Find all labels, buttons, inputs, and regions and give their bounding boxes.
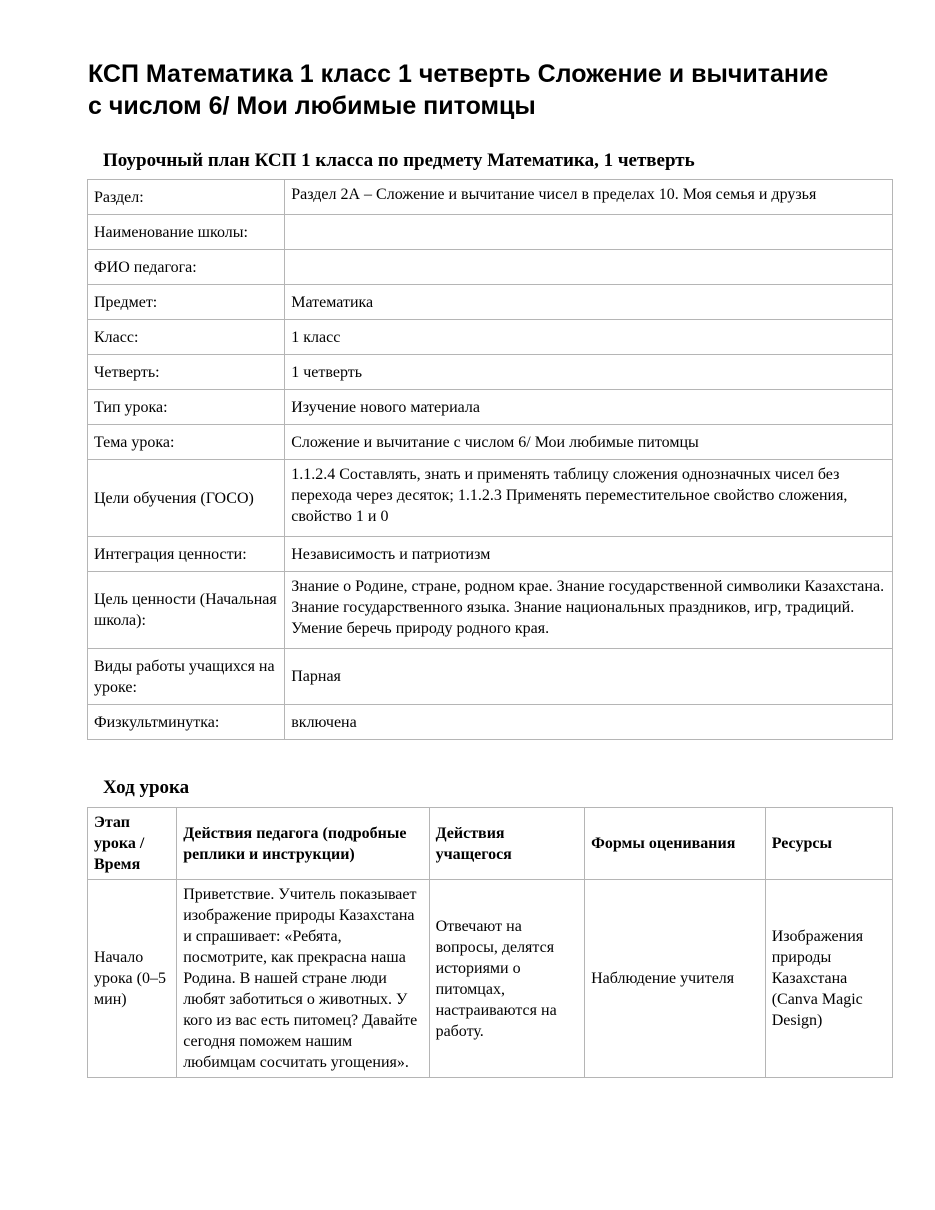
- info-value: Раздел 2А – Сложение и вычитание чисел в пределах 10. Моя семья и друзья: [285, 180, 893, 215]
- flow-teacher-actions: Приветствие. Учитель показывает изображение природы Казахстана и спрашивает: «Ребята, посмотрите, как прекрасна наша Родина. В нашей стране люди любят заботиться о животных. У кого из вас есть питомец? Давайте сегодня поможем нашим любимцам сосчитать угощения».: [177, 880, 429, 1078]
- info-row-value-goal: [88, 572, 893, 649]
- header-student-actions: Действия учащегося: [429, 808, 585, 880]
- info-row-work-types: [88, 649, 893, 705]
- info-value: Независимость и патриотизм: [285, 537, 893, 572]
- info-label: Цели обучения (ГОСО): [88, 460, 285, 537]
- info-row-quarter: [88, 355, 893, 390]
- info-label: Тип урока:: [88, 390, 285, 425]
- info-value: 1 класс: [285, 320, 893, 355]
- info-row-subject: [88, 285, 893, 320]
- info-row-grade: [88, 320, 893, 355]
- info-value: включена: [285, 705, 893, 740]
- info-label: Физкультминутка:: [88, 705, 285, 740]
- info-label: ФИО педагога:: [88, 250, 285, 285]
- info-value: Изучение нового материала: [285, 390, 893, 425]
- info-label: Интеграция ценности:: [88, 537, 285, 572]
- info-value: [285, 215, 893, 250]
- flow-header-row: [88, 808, 893, 880]
- flow-row: [88, 880, 893, 1078]
- info-row-school: [88, 215, 893, 250]
- lesson-flow-table: [87, 807, 893, 1078]
- info-value: 1.1.2.4 Составлять, знать и применять таблицу сложения однозначных чисел без перехода через десяток; 1.1.2.3 Применять переместительное свойство сложения, свойство 1 и 0: [285, 460, 893, 537]
- info-value: Математика: [285, 285, 893, 320]
- flow-assessment: Наблюдение учителя: [585, 880, 766, 1078]
- info-row-lesson-type: [88, 390, 893, 425]
- info-row-section: [88, 180, 893, 215]
- info-label: Виды работы учащихся на уроке:: [88, 649, 285, 705]
- info-value: Знание о Родине, стране, родном крае. Знание государственной символики Казахстана. Знание государственного языка. Знание национальных праздников, игр, традиций. Умение беречь природу родного края.: [285, 572, 893, 649]
- info-value: 1 четверть: [285, 355, 893, 390]
- info-row-value-integration: [88, 537, 893, 572]
- info-label: Класс:: [88, 320, 285, 355]
- header-stage: Этап урока / Время: [88, 808, 177, 880]
- info-value: Парная: [285, 649, 893, 705]
- header-teacher-actions: Действия педагога (подробные реплики и инструкции): [177, 808, 429, 880]
- flow-stage: Начало урока (0–5 мин): [88, 880, 177, 1078]
- info-row-topic: [88, 425, 893, 460]
- info-label: Наименование школы:: [88, 215, 285, 250]
- info-row-goals: [88, 460, 893, 537]
- info-label: Раздел:: [88, 180, 285, 215]
- info-row-teacher: [88, 250, 893, 285]
- header-assessment: Формы оценивания: [585, 808, 766, 880]
- header-resources: Ресурсы: [765, 808, 892, 880]
- info-label: Четверть:: [88, 355, 285, 390]
- info-value: Сложение и вычитание с числом 6/ Мои любимые питомцы: [285, 425, 893, 460]
- info-label: Предмет:: [88, 285, 285, 320]
- info-row-physical-break: [88, 705, 893, 740]
- lesson-flow-heading: Ход урока: [103, 777, 190, 798]
- lesson-info-table: [87, 179, 893, 740]
- info-value: [285, 250, 893, 285]
- flow-resources: Изображения природы Казахстана (Canva Magic Design): [765, 880, 892, 1078]
- info-label: Тема урока:: [88, 425, 285, 460]
- plan-heading: Поурочный план КСП 1 класса по предмету Математика, 1 четверть: [103, 150, 695, 171]
- flow-student-actions: Отвечают на вопросы, делятся историями о питомцах, настраиваются на работу.: [429, 880, 585, 1078]
- info-label: Цель ценности (Начальная школа):: [88, 572, 285, 649]
- document-title: КСП Математика 1 класс 1 четверть Сложение и вычитание с числом 6/ Мои любимые питомцы: [88, 60, 829, 120]
